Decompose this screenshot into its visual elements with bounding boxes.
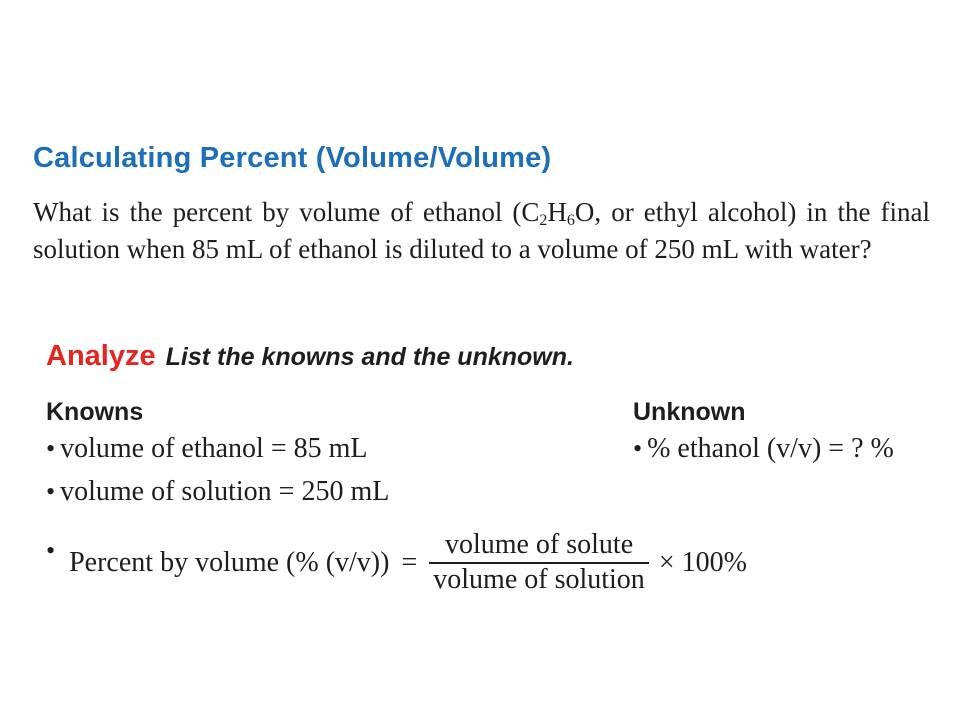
subscript-hydrogen: 6 [566,212,575,229]
question-text [33,194,930,268]
formula-fraction [429,530,649,596]
fraction-denominator: volume of solution [433,564,645,595]
bullet-icon: • [46,536,56,565]
formula-multiplier: × 100% [658,547,747,578]
question-part-2: H [547,197,567,227]
fraction-numerator: volume of solute [444,529,634,560]
knowns-heading: Knowns [46,398,144,426]
formula-lhs: Percent by volume (% (v/v)) [69,547,390,578]
bullet-icon: • [46,434,56,463]
unknown-item-text: % ethanol (v/v) = ? % [647,433,894,464]
bullet-icon: • [633,434,643,463]
page-title: Calculating Percent (Volume/Volume) [33,142,552,174]
known-item [46,476,389,508]
percent-formula [46,530,747,596]
analyze-label: Analyze [46,340,156,372]
question-part-1: What is the percent by volume of ethanol (C [33,197,540,227]
known-item-text: volume of solution = 250 mL [60,476,390,507]
known-item-text: volume of ethanol = 85 mL [60,433,368,464]
analyze-instruction: List the knowns and the unknown. [165,343,574,371]
subscript-carbon: 2 [539,212,548,229]
unknown-item [633,433,894,465]
question-part-3: O, or ethyl alcohol) in the final solution when 85 mL of ethanol is diluted to a volume of 250 mL with water? [33,197,930,264]
known-item [46,433,368,465]
formula-equals: = [401,547,418,578]
analyze-heading [46,340,574,373]
unknown-heading: Unknown [633,398,746,426]
bullet-icon: • [46,477,56,506]
